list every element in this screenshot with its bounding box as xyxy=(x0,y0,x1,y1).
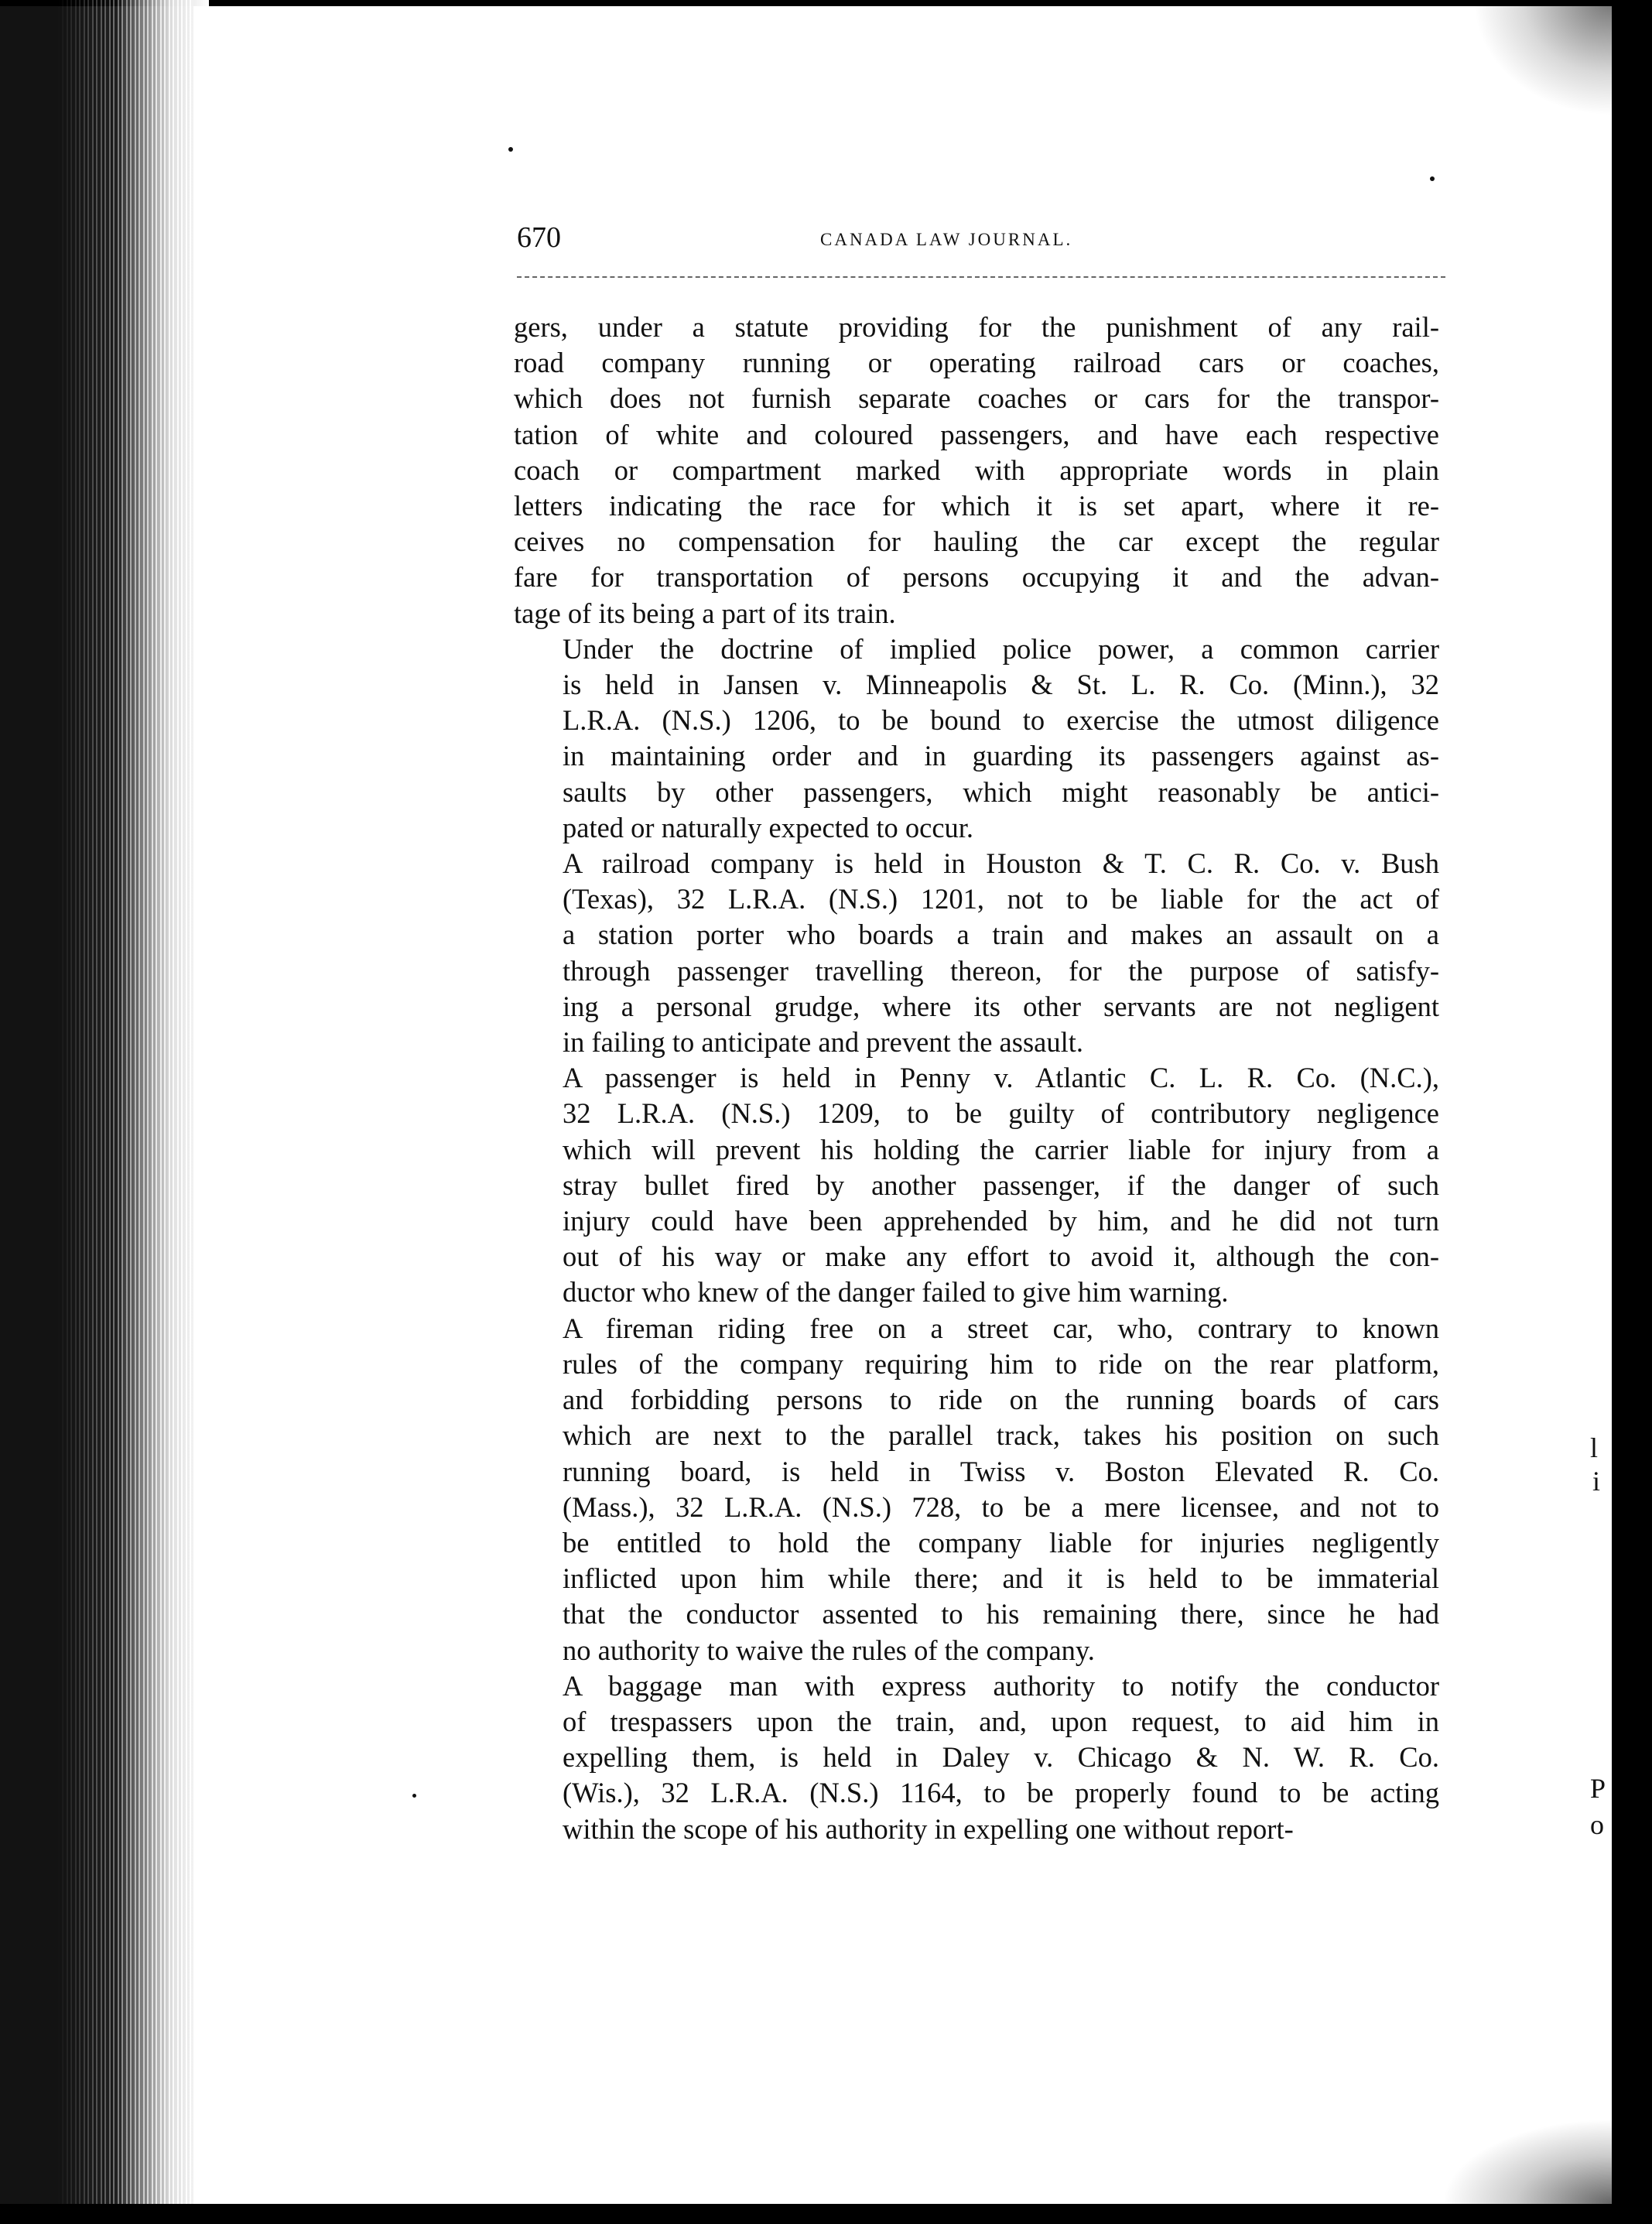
text-line: ing a personal grudge, where its other servants are not negligent xyxy=(563,990,1439,1022)
text-line: saults by other passengers, which might reasonably be antici- xyxy=(563,775,1439,808)
scan-edge-bottom xyxy=(0,2204,1652,2224)
text-line: ceives no compensation for hauling the car except the regular xyxy=(514,525,1439,558)
text-line: in failing to anticipate and prevent the assault. xyxy=(563,1026,1084,1059)
margin-fragment: o xyxy=(1590,1809,1604,1840)
scan-noise-bottom-right xyxy=(1442,2119,1612,2204)
header-rule xyxy=(517,276,1445,278)
text-line: and forbidding persons to ride on the running boards of cars xyxy=(563,1384,1439,1416)
text-line: fare for transportation of persons occupying it and the advan- xyxy=(514,561,1439,594)
paragraph xyxy=(514,1060,1439,1310)
text-line: within the scope of his authority in expelling one without report- xyxy=(563,1812,1294,1845)
text-line: a station porter who boards a train and makes an assault on a xyxy=(563,919,1439,951)
text-line: which does not furnish separate coaches or cars for the transpor- xyxy=(514,382,1439,415)
scan-edge-top xyxy=(0,0,1652,6)
page-header xyxy=(517,221,1476,267)
text-line: A passenger is held in Penny v. Atlantic C. L. R. Co. (N.C.), xyxy=(563,1062,1439,1094)
margin-fragment: l xyxy=(1590,1432,1599,1463)
text-line: road company running or operating railroad cars or coaches, xyxy=(514,347,1439,379)
text-line: pated or naturally expected to occur. xyxy=(563,811,974,843)
text-line: through passenger travelling thereon, for the purpose of satisfy- xyxy=(563,954,1439,987)
text-line: stray bullet fired by another passenger, if the danger of such xyxy=(563,1168,1439,1201)
scan-edge-left-fade xyxy=(116,0,209,2224)
text-line: which are next to the parallel track, takes his position on such xyxy=(563,1419,1439,1452)
text-line: (Texas), 32 L.R.A. (N.S.) 1201, not to be liable for the act of xyxy=(563,883,1439,915)
scan-edge-right xyxy=(1612,0,1652,2224)
page-number: 670 xyxy=(517,221,561,254)
speck xyxy=(1430,176,1435,181)
paragraph xyxy=(514,1668,1439,1847)
paragraph xyxy=(514,631,1439,846)
text-line: letters indicating the race for which it is set apart, where it re- xyxy=(514,490,1439,522)
margin-fragment: P xyxy=(1590,1773,1606,1804)
speck xyxy=(412,1794,416,1798)
body-text xyxy=(514,310,1439,1847)
text-line: is held in Jansen v. Minneapolis & St. L. R. Co. (Minn.), 32 xyxy=(563,669,1439,701)
text-line: tage of its being a part of its train. xyxy=(514,597,896,629)
text-line: A fireman riding free on a street car, who, contrary to known xyxy=(563,1312,1439,1344)
text-line: out of his way or make any effort to avoid it, although the con- xyxy=(563,1240,1439,1273)
text-line: (Mass.), 32 L.R.A. (N.S.) 728, to be a mere licensee, and not to xyxy=(563,1490,1439,1523)
margin-fragment: i xyxy=(1592,1466,1601,1497)
text-line: which will prevent his holding the carrier liable for injury from a xyxy=(563,1133,1439,1165)
text-line: inflicted upon him while there; and it is held to be immaterial xyxy=(563,1562,1439,1595)
text-line: A baggage man with express authority to notify the conductor xyxy=(563,1669,1439,1702)
text-line: no authority to waive the rules of the company. xyxy=(563,1634,1095,1666)
text-line: (Wis.), 32 L.R.A. (N.S.) 1164, to be properly found to be acting xyxy=(563,1777,1439,1809)
paragraph xyxy=(514,846,1439,1060)
text-line: running board, is held in Twiss v. Boston Elevated R. Co. xyxy=(563,1455,1439,1487)
text-line: rules of the company requiring him to ride on the rear platform, xyxy=(563,1347,1439,1380)
text-line: A railroad company is held in Houston & T. C. R. Co. v. Bush xyxy=(563,847,1439,880)
text-line: L.R.A. (N.S.) 1206, to be bound to exercise the utmost diligence xyxy=(563,704,1439,737)
text-line: 32 L.R.A. (N.S.) 1209, to be guilty of contributory negligence xyxy=(563,1097,1439,1130)
text-line: ductor who knew of the danger failed to give him warning. xyxy=(563,1276,1229,1309)
speck xyxy=(508,147,513,152)
paragraph xyxy=(514,1311,1439,1668)
text-line: coach or compartment marked with appropriate words in plain xyxy=(514,453,1439,486)
scan-noise-top-right xyxy=(1472,0,1612,116)
text-line: in maintaining order and in guarding its passengers against as- xyxy=(563,740,1439,772)
text-line: expelling them, is held in Daley v. Chicago & N. W. R. Co. xyxy=(563,1741,1439,1774)
text-line: gers, under a statute providing for the punishment of any rail- xyxy=(514,311,1439,343)
text-line: of trespassers upon the train, and, upon request, to aid him in xyxy=(563,1705,1439,1737)
text-line: Under the doctrine of implied police power, a common carrier xyxy=(563,632,1439,665)
text-line: injury could have been apprehended by him, and he did not turn xyxy=(563,1205,1439,1237)
paragraph xyxy=(514,310,1439,631)
text-line: be entitled to hold the company liable for injuries negligently xyxy=(563,1526,1439,1559)
text-line: that the conductor assented to his remaining there, since he had xyxy=(563,1598,1439,1630)
text-line: tation of white and coloured passengers, and have each respective xyxy=(514,418,1439,450)
running-head: CANADA LAW JOURNAL. xyxy=(820,230,1073,249)
